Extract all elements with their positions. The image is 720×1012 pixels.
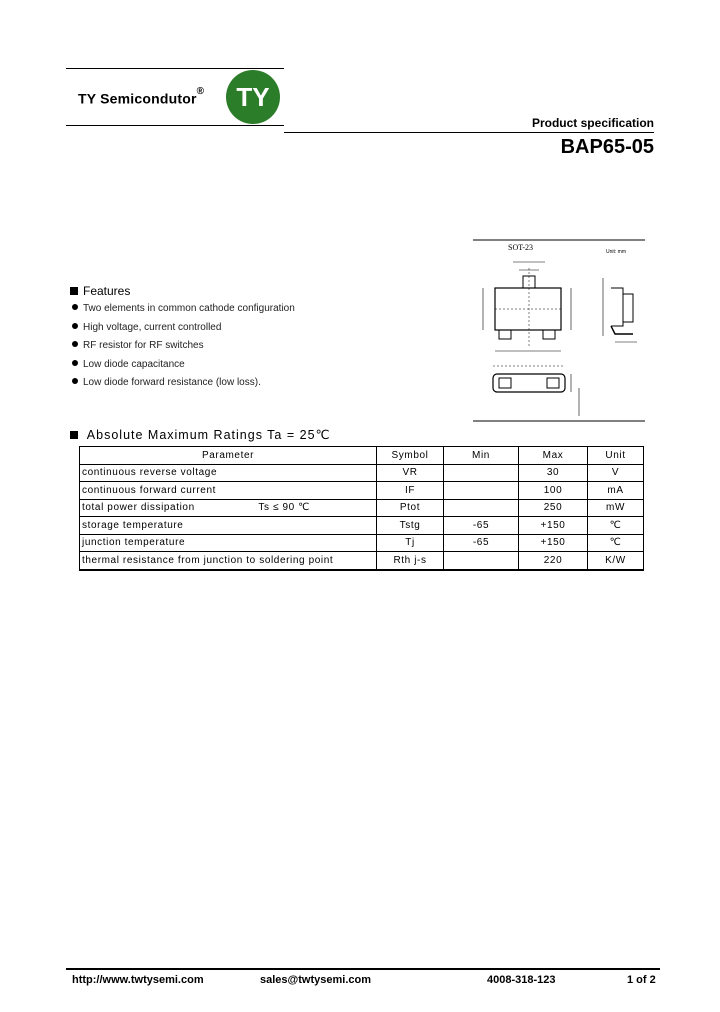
ratings-heading: Absolute Maximum Ratings Ta = 25℃ <box>70 427 331 442</box>
table-header-row <box>80 447 644 465</box>
column-header-max: Max <box>519 447 588 465</box>
header-top-rule <box>66 68 284 69</box>
features-heading: Features <box>70 284 130 298</box>
list-item: Low diode capacitance <box>72 358 295 377</box>
min-cell <box>444 464 519 482</box>
part-number: BAP65-05 <box>560 136 654 158</box>
min-cell: -65 <box>444 534 519 552</box>
company-logo: TY <box>226 70 280 124</box>
parameter-cell: continuous forward current <box>80 482 377 500</box>
column-header-min: Min <box>444 447 519 465</box>
max-cell: 30 <box>519 464 588 482</box>
column-header-symbol: Symbol <box>377 447 444 465</box>
max-cell: +150 <box>519 534 588 552</box>
unit-cell: mW <box>588 499 644 517</box>
page-number: 1 of 2 <box>627 974 656 986</box>
header-under-rule <box>66 125 284 126</box>
bullet-icon <box>72 360 78 366</box>
table-row <box>80 482 644 500</box>
min-cell <box>444 499 519 517</box>
footer-email[interactable]: sales@twtysemi.com <box>260 974 371 986</box>
footer-website[interactable]: http://www.twtysemi.com <box>72 974 204 986</box>
table-row <box>80 534 644 552</box>
symbol-cell: Tj <box>377 534 444 552</box>
registered-mark: ® <box>196 86 205 97</box>
footer-rule <box>66 968 660 970</box>
symbol-cell: Ptot <box>377 499 444 517</box>
bottom-view <box>493 366 579 416</box>
unit-cell: ℃ <box>588 534 644 552</box>
bullet-icon <box>72 378 78 384</box>
bullet-icon <box>72 323 78 329</box>
unit-cell: mA <box>588 482 644 500</box>
company-name: TY Semicondutor® <box>78 86 205 107</box>
parameter-cell: thermal resistance from junction to soldering point <box>80 552 377 570</box>
table-row <box>80 552 644 570</box>
symbol-cell: Tstg <box>377 517 444 535</box>
unit-cell: ℃ <box>588 517 644 535</box>
bullet-icon <box>72 304 78 310</box>
symbol-cell: IF <box>377 482 444 500</box>
header-long-rule <box>284 132 654 133</box>
parameter-cell: junction temperature <box>80 534 377 552</box>
square-bullet-icon <box>70 287 78 295</box>
min-cell <box>444 552 519 570</box>
symbol-cell: VR <box>377 464 444 482</box>
unit-cell: V <box>588 464 644 482</box>
max-cell: 220 <box>519 552 588 570</box>
list-item: Two elements in common cathode configuration <box>72 302 295 321</box>
package-outline-drawing <box>473 238 645 422</box>
table-row <box>80 464 644 482</box>
min-cell: -65 <box>444 517 519 535</box>
parameter-cell: continuous reverse voltage <box>80 464 377 482</box>
min-cell <box>444 482 519 500</box>
footer-phone: 4008-318-123 <box>487 974 556 986</box>
side-view <box>603 278 637 342</box>
package-label: SOT-23 <box>508 243 534 252</box>
list-item: High voltage, current controlled <box>72 321 295 340</box>
parameter-cell: total power dissipation Ts ≤ 90 ℃ <box>80 499 377 517</box>
max-cell: +150 <box>519 517 588 535</box>
doc-type: Product specification <box>531 116 654 130</box>
table-row <box>80 499 644 517</box>
table-row <box>80 517 644 535</box>
bullet-icon <box>72 341 78 347</box>
ratings-table <box>79 446 644 571</box>
square-bullet-icon <box>70 431 78 439</box>
unit-cell: K/W <box>588 552 644 570</box>
top-view <box>483 262 571 351</box>
list-item: RF resistor for RF switches <box>72 339 295 358</box>
column-header-unit: Unit <box>588 447 644 465</box>
symbol-cell: Rth j-s <box>377 552 444 570</box>
list-item: Low diode forward resistance (low loss). <box>72 376 295 395</box>
parameter-cell: storage temperature <box>80 517 377 535</box>
unit-note: Unit: mm <box>606 249 626 255</box>
column-header-parameter: Parameter <box>80 447 377 465</box>
max-cell: 100 <box>519 482 588 500</box>
features-list <box>72 302 295 395</box>
max-cell: 250 <box>519 499 588 517</box>
